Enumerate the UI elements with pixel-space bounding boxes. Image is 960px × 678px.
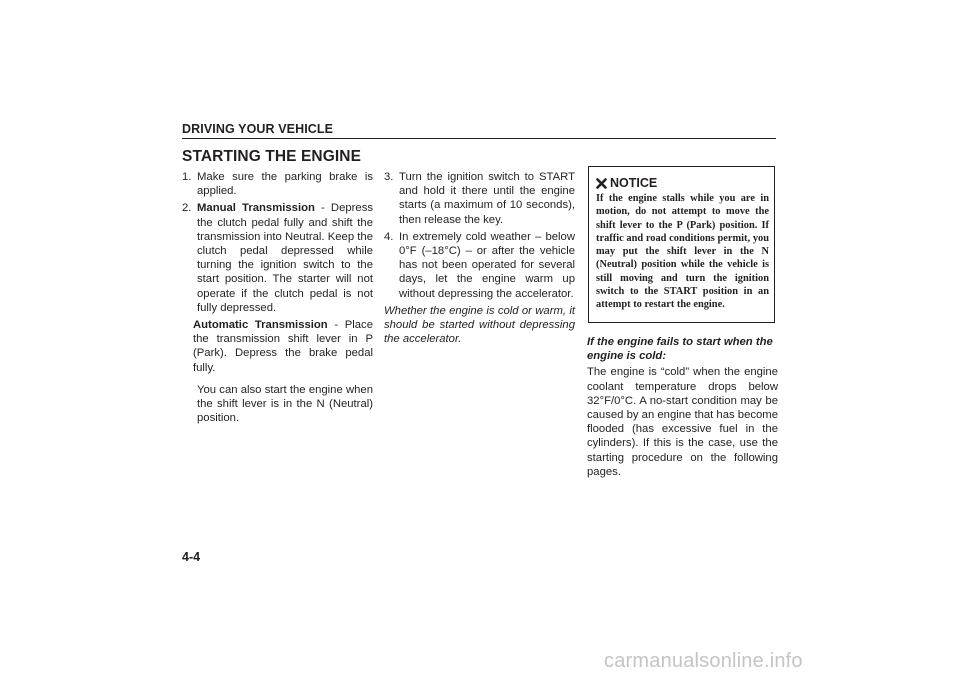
step-number: 4. xyxy=(384,230,394,243)
automatic-transmission-label: Automatic Transmission xyxy=(193,319,328,332)
warm-cold-note: Whether the engine is cold or warm, it should be started without depressing the accelerator. xyxy=(384,304,575,346)
notice-box xyxy=(588,166,775,323)
cold-start-subheading: If the engine fails to start when the engine is cold: xyxy=(587,336,773,363)
notice-title: NOTICE xyxy=(610,176,658,190)
manual-transmission-label: Manual Transmission xyxy=(197,202,315,215)
step-text: Turn the ignition switch to START and hold it there until the engine starts (a maximum of 10 seconds), then release the key. xyxy=(399,171,575,226)
column-right xyxy=(587,335,778,482)
step-number: 3. xyxy=(384,171,394,183)
step-4 xyxy=(384,230,575,301)
notice-heading xyxy=(596,176,769,190)
notice-text: If the engine stalls while you are in motion, do not attempt to move the shift lever to the P (Park) position. If traffic and road conditions permit, you may put the shift lever in the N (Neutral) position while the vehicle is still moving and turn the ignition switch to the START position in an attempt to restart the engine. xyxy=(596,193,769,311)
neutral-start-paragraph: You can also start the engine when the shift lever is in the N (Neutral) position. xyxy=(197,383,373,425)
step-3 xyxy=(384,170,575,227)
step-text: In extremely cold weather – below 0°F (–18°C) – or after the vehicle has not been operated for several days, let the engine warm up without depressing the accelerator. xyxy=(399,230,575,300)
automatic-transmission-paragraph xyxy=(193,318,373,375)
cross-star-icon xyxy=(596,178,607,189)
cold-start-text: The engine is “cold” when the engine coolant temperature drops below 32°F/0°C. A no-start condition may be caused by an engine that has become flooded (has excessive fuel in the cylinders). If this is the case, use the starting procedure on the following pages. xyxy=(587,366,778,478)
column-middle xyxy=(384,170,575,349)
page-number: 4-4 xyxy=(182,550,201,564)
paragraph-text: - Place the transmission shift lever in P (Park). Depress the brake pedal fully. xyxy=(193,319,373,374)
step-text: - Depress the clutch pedal fully and shift the transmission into Neutral. Keep the clutch pedal depressed while turning the ignition switch to the start position. The starter will not operate if the clutch pedal is not fully depressed. xyxy=(197,202,373,314)
watermark: carmanualsonline.info xyxy=(604,650,803,672)
section-title: STARTING THE ENGINE xyxy=(182,148,362,165)
step-number: 2. xyxy=(182,202,192,215)
step-1 xyxy=(182,170,373,198)
step-text: Make sure the parking brake is applied. xyxy=(197,171,373,198)
step-2 xyxy=(182,201,373,315)
running-header: DRIVING YOUR VEHICLE xyxy=(182,122,776,139)
column-left xyxy=(182,170,373,425)
step-number: 1. xyxy=(182,171,192,183)
